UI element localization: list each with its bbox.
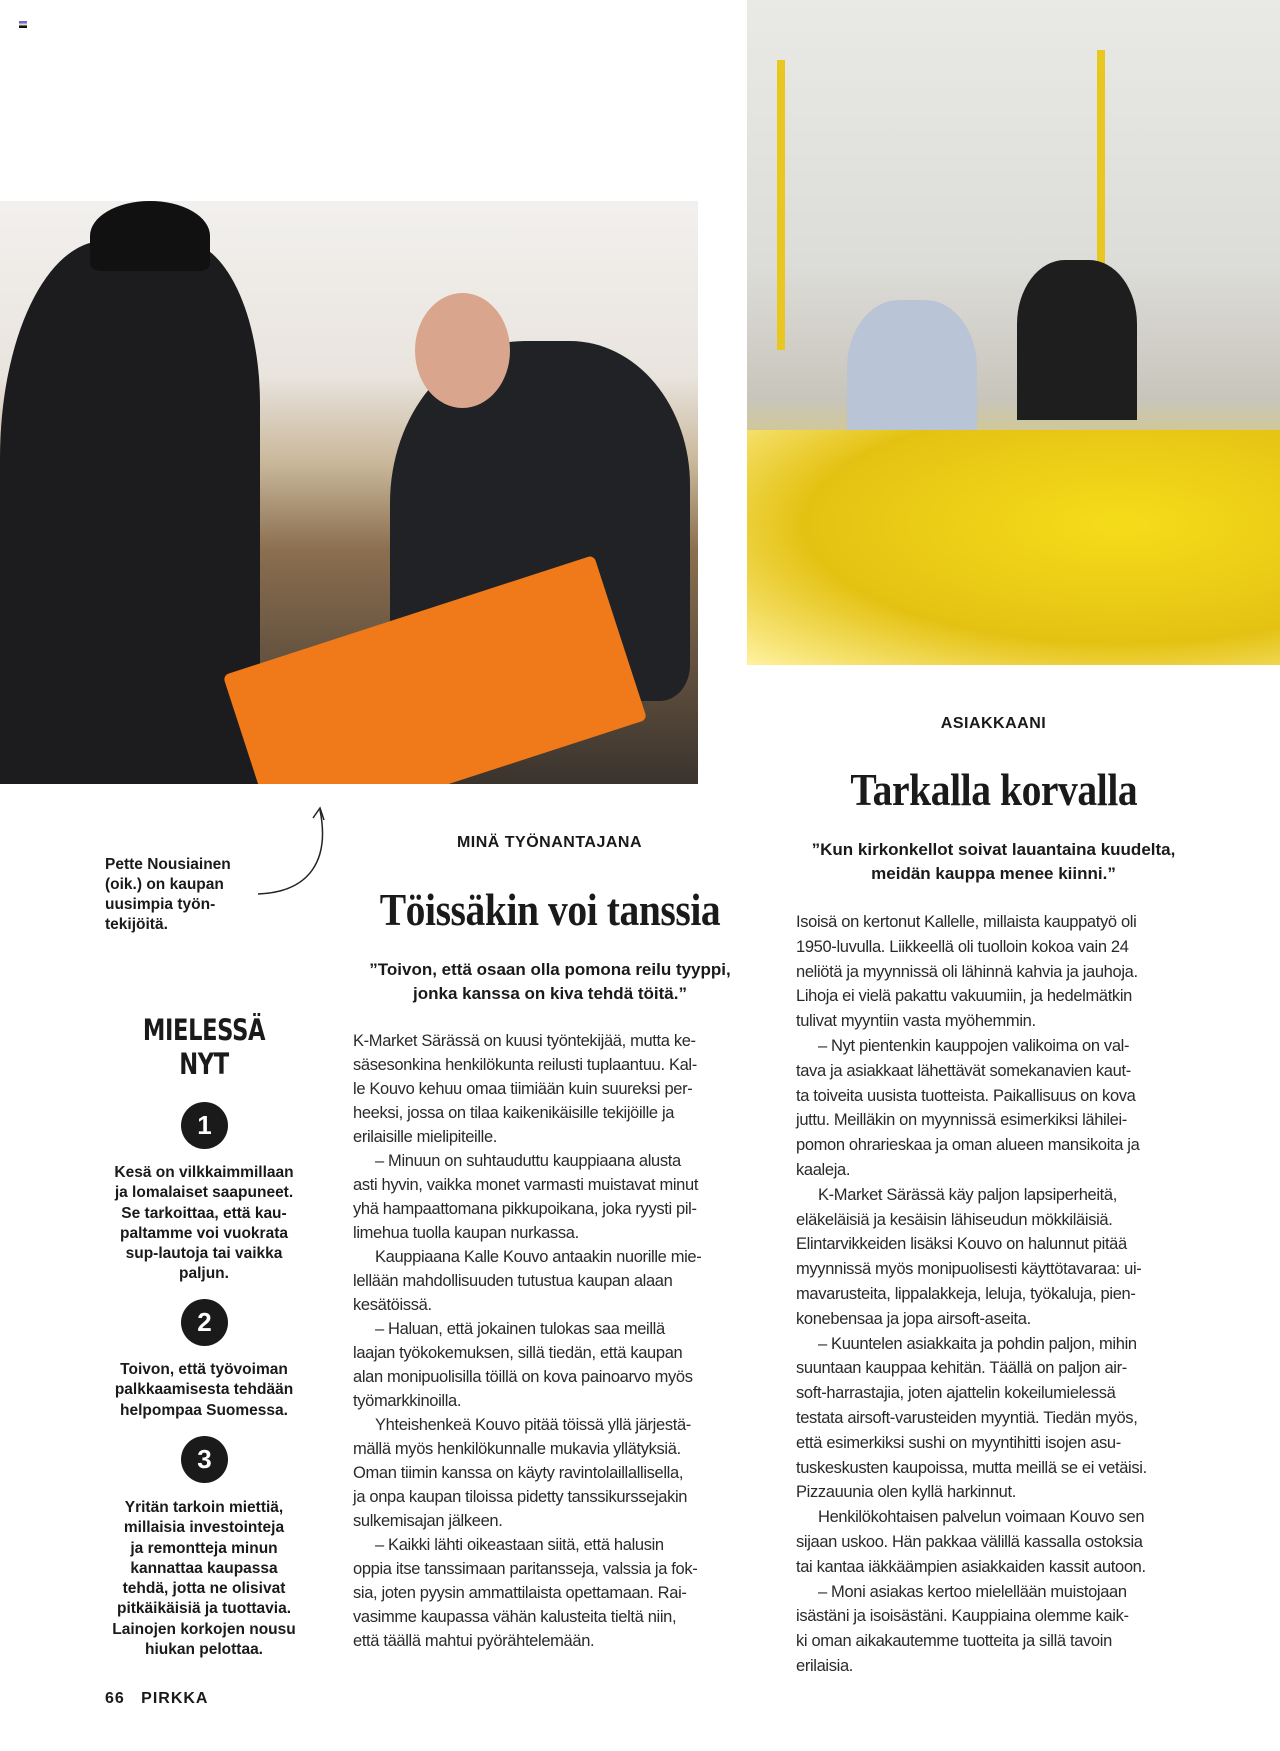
quote-line: ”Kun kirkonkellot soivat lauantaina kuudelta, <box>811 840 1176 859</box>
body-line: tulivat myyntiin vasta myöhemmin. <box>796 1012 1036 1031</box>
mielessa-item <box>99 1360 309 1421</box>
body-line: tai kantaa iäkkäämpien asiakkaiden kassit autoon. <box>796 1557 1146 1576</box>
body-line: alan monipuolisilla töillä on kova painoarvo myös <box>353 1368 693 1386</box>
item-line: Se tarkoittaa, että kau- <box>121 1204 287 1222</box>
magazine-name: PIRKKA <box>141 1690 209 1707</box>
body-line: – Kuuntelen asiakkaita ja pohdin paljon, mihin <box>818 1334 1137 1353</box>
body-line: K-Market Särässä käy paljon lapsiperheitä, <box>818 1185 1117 1204</box>
body-line: kesätöissä. <box>353 1296 432 1314</box>
mielessa-title-line: NYT <box>179 1047 229 1081</box>
body-line: suuntaan kauppaa kehitän. Täällä on paljon air- <box>796 1359 1127 1378</box>
article2-kicker: ASIAKKAANI <box>940 715 1047 732</box>
caption-line: Pette Nousiainen <box>105 856 231 873</box>
mielessa-item <box>99 1498 309 1660</box>
number-badge: 2 <box>181 1299 228 1346</box>
quote-line: meidän kauppa menee kiinni.” <box>871 864 1116 883</box>
body-line: ja onpa kaupan tiloissa pidetty tanssikurssejakin <box>353 1488 688 1506</box>
body-line: lellään mahdollisuuden tutustua kaupan alaan <box>353 1272 673 1290</box>
body-line: erilaisille mielipiteille. <box>353 1128 498 1146</box>
caption-line: uusimpia työn- <box>105 896 216 913</box>
body-line: säsesonkina henkilökunta reilusti tuplaantuu. Kal- <box>353 1056 697 1074</box>
body-line: Yhteishenkeä Kouvo pitää töissä yllä järjestä- <box>375 1416 691 1434</box>
article1-kicker: MINÄ TYÖNANTAJANA <box>456 834 643 851</box>
body-line: sulkemisajan jälkeen. <box>353 1512 503 1530</box>
article1-body <box>353 1029 701 1653</box>
body-line: Lihoja ei vielä pakattu vakuumiin, ja hedelmätkin <box>796 987 1132 1006</box>
item-line: hiukan pelottaa. <box>145 1641 263 1659</box>
body-line: kaaleja. <box>796 1160 851 1179</box>
quote-line: ”Toivon, että osaan olla pomona reilu tyyppi, <box>369 960 731 979</box>
body-line: että täällä mahtui pyörähtelemään. <box>353 1632 595 1650</box>
article2-quote <box>780 838 1207 886</box>
body-line: että esimerkiksi sushi on myyntihitti isojen asu- <box>796 1433 1121 1452</box>
number-badge: 1 <box>181 1102 228 1149</box>
item-line: tehdä, jotta ne olisivat <box>122 1580 286 1598</box>
body-line: mavarusteita, lippalakkeja, leluja, työkaluja, pien- <box>796 1284 1136 1303</box>
body-line: 1950-luvulla. Liikkeellä oli tuolloin kokoa vain 24 <box>796 937 1129 956</box>
body-line: myynnissä myös monipuolisesti käyttötavaraa: ui- <box>796 1260 1142 1279</box>
body-line: ki oman aikakautemme tuotteita ja sillä tavoin <box>796 1632 1112 1651</box>
body-line: sijaan uskoo. Hän pakkaa välillä kassalla ostoksia <box>796 1532 1143 1551</box>
article2-title: Tarkalla korvalla <box>850 764 1137 815</box>
item-line: ja lomalaiset saapuneet. <box>114 1184 294 1202</box>
body-line: pomon ohrarieskaa ja oman alueen mansikoita ja <box>796 1136 1140 1155</box>
menu-icon[interactable] <box>19 21 27 28</box>
item-line: Yritän tarkoin miettiä, <box>124 1499 284 1516</box>
body-line: – Nyt pientenkin kauppojen valikoima on val- <box>818 1036 1130 1055</box>
body-line: neliötä ja myynnissä oli lähinnä kahvia ja jauhoja. <box>796 962 1138 981</box>
item-line: Kesä on vilkkaimmillaan <box>114 1164 294 1181</box>
body-line: testata airsoft-varusteiden myyntiä. Tiedän myös, <box>796 1408 1138 1427</box>
body-line: Pizzauunia olen kyllä harkinnut. <box>796 1483 1016 1502</box>
item-line: Lainojen korkojen nousu <box>112 1620 296 1638</box>
body-line: isästäni ja isoisästäni. Kauppiaina olemme kaik- <box>796 1607 1129 1626</box>
body-line: tuskeskusten kaupoissa, mutta meillä se ei vetäisi. <box>796 1458 1147 1477</box>
body-line: juttu. Meilläkin on myynnissä esimerkiksi lähilei- <box>796 1111 1127 1130</box>
article1-quote <box>340 958 760 1006</box>
article1-title: Töissäkin voi tanssia <box>379 884 720 935</box>
number-badge: 3 <box>181 1436 228 1483</box>
caption-line: tekijöitä. <box>105 916 168 933</box>
body-line: Elintarvikkeiden lisäksi Kouvo on halunnut pitää <box>796 1235 1127 1254</box>
item-line: paljun. <box>179 1265 229 1283</box>
body-line: heeksi, jossa on tilaa kaikenikäisille tekijöille ja <box>353 1104 675 1122</box>
body-line: työmarkkinoilla. <box>353 1392 462 1410</box>
item-line: millaisia investointeja <box>123 1519 285 1537</box>
item-line: sup-lautoja tai vaikka <box>125 1245 283 1263</box>
body-line: le Kouvo kehuu omaa tiimiään kuin suureksi per- <box>353 1080 693 1098</box>
photo-checkout <box>747 0 1280 665</box>
item-line: kannattaa kaupassa <box>130 1559 278 1577</box>
body-line: soft-harrastajia, joten ajattelin kokeilumielessä <box>796 1384 1116 1403</box>
quote-line: jonka kanssa on kiva tehdä töitä.” <box>413 984 687 1003</box>
body-line: mällä myös henkilökunnalle mukavia yllätyksiä. <box>353 1440 681 1458</box>
body-line: laajan työkokemuksen, sillä tiedän, että kaupan <box>353 1344 683 1362</box>
mielessa-title-line: MIELESSÄ <box>142 1013 266 1047</box>
body-line: – Haluan, että jokainen tulokas saa meillä <box>375 1320 665 1338</box>
body-line: – Moni asiakas kertoo mielellään muistojaan <box>818 1582 1127 1601</box>
body-line: ta toiveita uusista tuotteista. Paikallisuus on kova <box>796 1086 1136 1105</box>
body-line: Kauppiaana Kalle Kouvo antaakin nuorille mie- <box>375 1248 702 1266</box>
caption-arrow-icon <box>250 800 340 900</box>
body-line: K-Market Särässä on kuusi työntekijää, mutta ke- <box>353 1032 696 1050</box>
body-line: erilaisia. <box>796 1656 854 1675</box>
page-number: 66 <box>105 1690 125 1707</box>
body-line: Oman tiimin kanssa on käyty ravintolaillallisella, <box>353 1464 684 1482</box>
body-line: Isoisä on kertonut Kallelle, millaista kauppatyö oli <box>796 913 1137 931</box>
item-line: palkkaamisesta tehdään <box>114 1381 294 1399</box>
item-line: Toivon, että työvoiman <box>120 1361 288 1378</box>
item-line: pitkäikäisiä ja tuottavia. <box>116 1600 291 1618</box>
page-footer <box>105 1690 208 1708</box>
body-line: vasimme kaupassa vähän kalusteita tieltä niin, <box>353 1608 677 1626</box>
body-line: eläkeläisiä ja kesäisin lähiseudun mökkiläisiä. <box>796 1210 1113 1229</box>
body-line: tava ja asiakkaat lähettävät somekanavien kaut- <box>796 1061 1131 1080</box>
body-line: yhä hampaattomana pikkupoikana, joka ryysti pil- <box>353 1200 697 1218</box>
mielessa-item <box>99 1163 309 1285</box>
body-line: asti hyvin, vaikka monet varmasti muistavat minut <box>353 1176 699 1194</box>
body-line: Henkilökohtaisen palvelun voimaan Kouvo sen <box>818 1508 1145 1527</box>
caption-line: (oik.) on kaupan <box>105 876 224 893</box>
photo-store-workers <box>0 201 698 784</box>
item-line: helpompaa Suomessa. <box>120 1401 288 1419</box>
body-line: oppia itse tanssimaan paritansseja, valssia ja fok- <box>353 1560 698 1578</box>
mielessa-title <box>104 1013 304 1081</box>
article2-body <box>796 910 1147 1679</box>
body-line: limehua tuolla kaupan nurkassa. <box>353 1224 579 1242</box>
body-line: – Kaikki lähti oikeastaan siitä, että halusin <box>375 1536 664 1554</box>
photo-caption <box>105 855 231 935</box>
body-line: – Minuun on suhtauduttu kauppiaana alusta <box>375 1152 681 1170</box>
body-line: sia, joten pyysin ammattilaista opettamaan. Rai- <box>353 1584 687 1602</box>
item-line: paltamme voi vuokrata <box>120 1224 288 1242</box>
item-line: ja remontteja minun <box>130 1539 278 1557</box>
body-line: konebensaa ja jopa airsoft-aseita. <box>796 1309 1031 1328</box>
